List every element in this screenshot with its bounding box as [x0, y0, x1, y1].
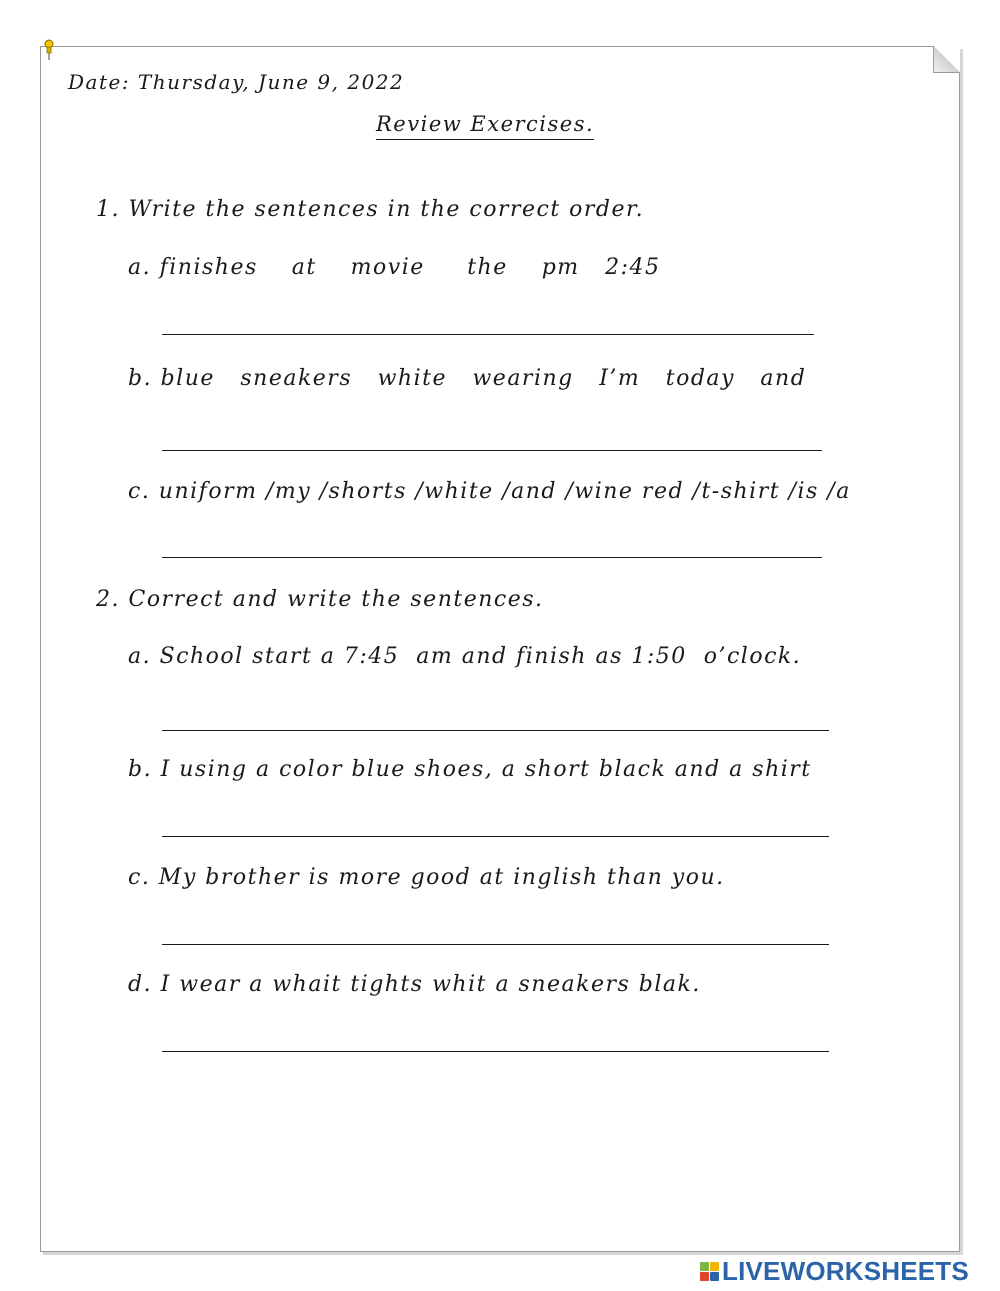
exercise-1-item-b: b. blue sneakers white wearing I’m today and [128, 366, 807, 391]
answer-line-2b[interactable] [162, 836, 829, 837]
pushpin-icon [44, 39, 54, 61]
answer-line-1b[interactable] [162, 450, 822, 451]
logo-block-red [700, 1272, 709, 1281]
exercise-1-item-c: c. uniform /my /shorts /white /and /wine red /t-shirt /is /a [128, 479, 851, 504]
page-curl-corner [933, 46, 960, 73]
exercise-1-item-a: a. finishes at movie the pm 2:45 [128, 255, 661, 280]
answer-line-2a[interactable] [162, 730, 829, 731]
logo-block-yellow [710, 1262, 719, 1271]
answer-line-1a[interactable] [162, 334, 814, 335]
exercise-1-heading: 1. Write the sentences in the correct order. [96, 197, 645, 222]
exercise-2-item-c: c. My brother is more good at inglish than you. [128, 865, 725, 890]
exercise-2-item-a: a. School start a 7:45 am and finish as 1:50 o’clock. [128, 644, 802, 669]
logo-block-blue [710, 1272, 719, 1281]
date-text: Date: Thursday, June 9, 2022 [68, 70, 405, 94]
exercise-2-item-d: d. I wear a whait tights whit a sneakers blak. [128, 972, 701, 997]
answer-line-2d[interactable] [162, 1051, 829, 1052]
logo-text: LIVEWORKSHEETS [722, 1255, 969, 1286]
exercise-2-item-b: b. I using a color blue shoes, a short black and a shirt [128, 757, 812, 782]
logo-block-green [700, 1262, 709, 1271]
logo-blocks-icon [700, 1262, 719, 1281]
answer-line-2c[interactable] [162, 944, 829, 945]
exercise-2-heading: 2. Correct and write the sentences. [96, 587, 544, 612]
answer-line-1c[interactable] [162, 557, 822, 558]
page-title: Review Exercises. [376, 114, 594, 140]
liveworksheets-logo [700, 1255, 969, 1286]
